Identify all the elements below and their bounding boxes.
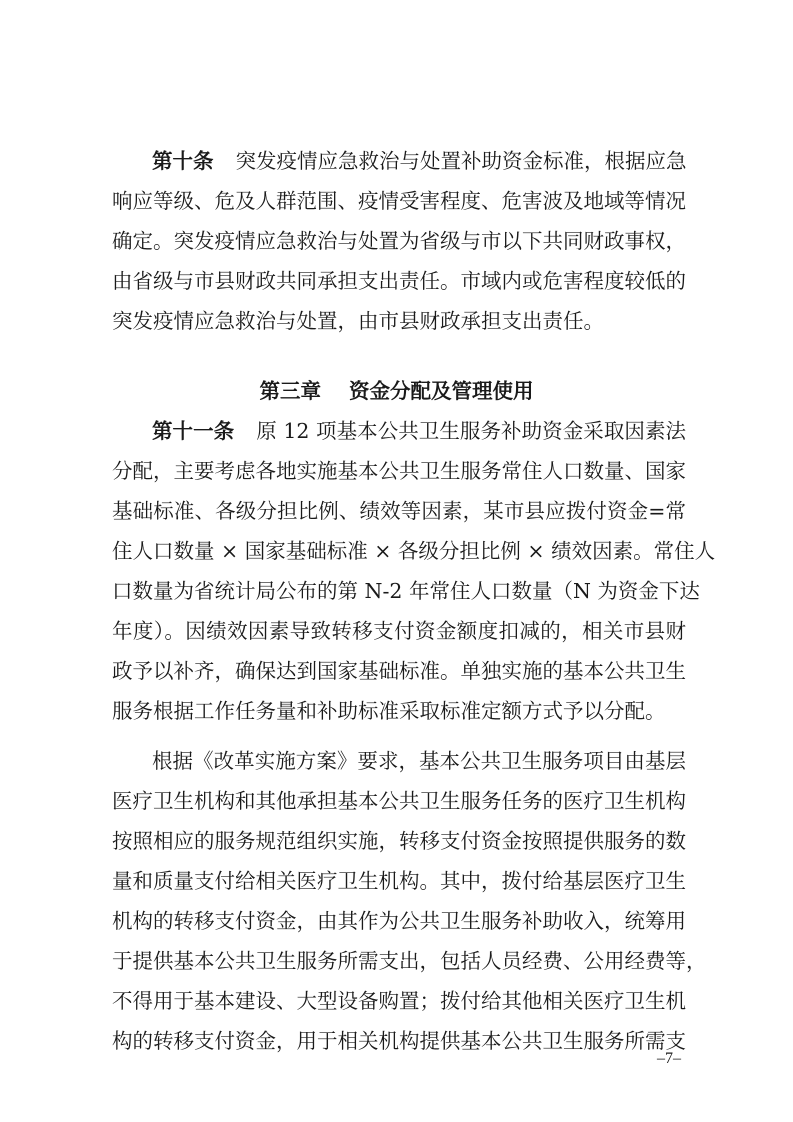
page-number: –7–	[657, 1050, 681, 1067]
article11-label: 第十一条	[152, 419, 235, 443]
paragraph-line-4: 量和质量支付给相关医疗卫生机构。其中，拨付给基层医疗卫生	[112, 869, 686, 893]
paragraph-line-2: 医疗卫生机构和其他承担基本公共卫生服务任务的医疗卫生机构	[112, 789, 686, 813]
chapter-title: 资金分配及管理使用	[349, 379, 534, 403]
article10-line-2: 响应等级、危及人群范围、疫情受害程度、危害波及地域等情况	[112, 189, 686, 213]
paragraph-line-3: 按照相应的服务规范组织实施，转移支付资金按照提供服务的数	[112, 829, 686, 853]
article11-line-2: 分配，主要考虑各地实施基本公共卫生服务常住人口数量、国家	[112, 459, 686, 483]
chapter-heading	[0, 373, 793, 409]
article10-line-1	[152, 143, 686, 179]
paragraph-line-6: 于提供基本公共卫生服务所需支出，包括人员经费、公用经费等，	[112, 949, 707, 973]
article10-text-1: 突发疫情应急救治与处置补助资金标准，根据应急	[235, 149, 687, 173]
article11-line-6: 年度）。因绩效因素导致转移支付资金额度扣减的，相关市县财	[112, 619, 686, 643]
article10-line-5: 突发疫情应急救治与处置，由市县财政承担支出责任。	[112, 309, 604, 333]
article10-line-4: 由省级与市县财政共同承担支出责任。市域内或危害程度较低的	[112, 269, 686, 293]
paragraph-line-8: 构的转移支付资金，用于相关机构提供基本公共卫生服务所需支	[112, 1029, 686, 1053]
paragraph-line-7: 不得用于基本建设、大型设备购置；拨付给其他相关医疗卫生机	[112, 989, 686, 1013]
article10-label: 第十条	[152, 149, 214, 173]
paragraph-line-1: 根据《改革实施方案》要求，基本公共卫生服务项目由基层	[152, 749, 686, 773]
article11-text-1: 原 12 项基本公共卫生服务补助资金采取因素法	[256, 419, 686, 443]
article10-line-3: 确定。突发疫情应急救治与处置为省级与市以下共同财政事权，	[112, 229, 686, 253]
article11-line-1	[152, 413, 686, 449]
chapter-number: 第三章	[259, 379, 321, 403]
article11-line-7: 政予以补齐，确保达到国家基础标准。单独实施的基本公共卫生	[112, 659, 686, 683]
article11-line-4: 住人口数量 × 国家基础标准 × 各级分担比例 × 绩效因素。常住人	[112, 539, 716, 563]
article11-line-8: 服务根据工作任务量和补助标准采取标准定额方式予以分配。	[112, 699, 666, 723]
article11-line-3: 基础标准、各级分担比例、绩效等因素，某市县应拨付资金=常	[112, 499, 686, 523]
paragraph-line-5: 机构的转移支付资金，由其作为公共卫生服务补助收入，统筹用	[112, 909, 686, 933]
article11-line-5: 口数量为省统计局公布的第 N-2 年常住人口数量（N 为资金下达	[112, 579, 700, 603]
